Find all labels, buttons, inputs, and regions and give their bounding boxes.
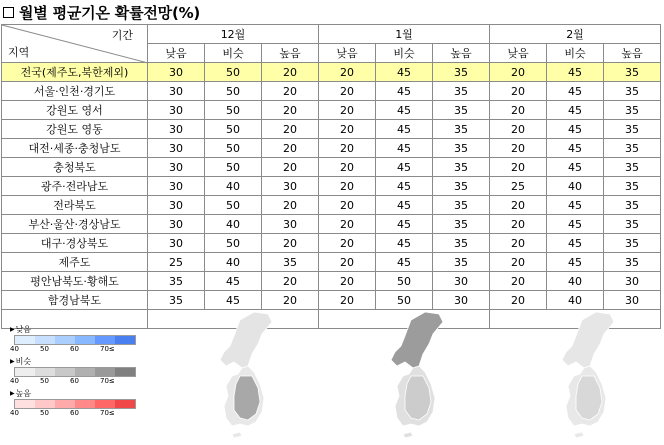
probability-cell: 40 [205,177,262,196]
probability-cell: 45 [376,120,433,139]
region-name: 평안남북도·황해도 [2,272,148,291]
probability-cell: 30 [148,158,205,177]
region-name: 광주·전라남도 [2,177,148,196]
legend-swatch [55,368,75,376]
probability-cell: 45 [547,215,604,234]
region-name: 함경남북도 [2,291,148,310]
probability-cell: 30 [262,215,319,234]
category-header: 비슷 [376,44,433,63]
legend-color-bar [14,335,136,345]
region-name: 강원도 영동 [2,120,148,139]
category-header: 높음 [604,44,661,63]
legend-swatch [75,336,95,344]
probability-cell: 20 [490,291,547,310]
triangle-icon: ▶ [10,390,15,397]
probability-cell: 35 [433,253,490,272]
table-row [2,158,661,177]
probability-cell: 45 [547,158,604,177]
probability-cell: 50 [205,234,262,253]
probability-cell: 45 [547,101,604,120]
table-row [2,63,661,82]
legend-label [10,356,140,367]
legend-tick: 60 [70,409,79,417]
legend-swatch [35,400,55,408]
probability-cell: 35 [433,63,490,82]
probability-cell: 20 [490,234,547,253]
probability-cell: 35 [433,234,490,253]
probability-cell: 20 [319,234,376,253]
probability-cell: 20 [319,101,376,120]
table-row [2,177,661,196]
probability-cell: 20 [262,291,319,310]
probability-cell: 50 [205,139,262,158]
probability-cell: 35 [148,272,205,291]
probability-cell: 40 [547,177,604,196]
probability-cell: 35 [433,158,490,177]
probability-cell: 35 [433,82,490,101]
month-header-jan: 1월 [319,25,490,44]
probability-cell: 35 [433,215,490,234]
probability-cell: 30 [148,196,205,215]
probability-cell: 20 [490,215,547,234]
probability-cell: 35 [433,120,490,139]
probability-cell: 30 [148,177,205,196]
checkbox-square-icon [3,7,14,18]
legend-swatch [15,368,35,376]
probability-cell: 40 [547,272,604,291]
category-header: 낮음 [148,44,205,63]
probability-cell: 20 [262,196,319,215]
legend-swatch [115,336,135,344]
probability-cell: 35 [604,158,661,177]
legend-swatch [115,368,135,376]
probability-cell: 35 [604,139,661,158]
legend-scale [10,324,140,355]
legend-tick: 40 [10,377,19,385]
probability-cell: 20 [319,196,376,215]
probability-cell: 40 [547,291,604,310]
map-cell-feb [490,310,661,329]
category-header: 높음 [433,44,490,63]
month-header-dec: 12월 [148,25,319,44]
korea-map-dec [188,310,318,438]
probability-cell: 45 [376,253,433,272]
legend-scale [10,356,140,387]
legend-label-text: 낮음 [15,325,32,334]
legend-color-bar [14,399,136,409]
map-region-jeju [232,432,242,438]
map-region-north [391,312,443,368]
probability-cell: 50 [205,82,262,101]
legend-swatch [115,400,135,408]
table-row [2,253,661,272]
legend-tick: 60 [70,377,79,385]
probability-cell: 35 [604,63,661,82]
probability-cell: 50 [205,101,262,120]
probability-cell: 20 [319,272,376,291]
probability-cell: 45 [376,63,433,82]
probability-cell: 20 [319,291,376,310]
probability-cell: 35 [148,291,205,310]
probability-cell: 20 [319,82,376,101]
probability-cell: 35 [604,101,661,120]
probability-cell: 25 [490,177,547,196]
probability-cell: 20 [319,253,376,272]
region-name: 전라북도 [2,196,148,215]
probability-cell: 20 [490,196,547,215]
probability-cell: 45 [376,234,433,253]
region-name: 전국(제주도,북한제외) [2,63,148,82]
probability-cell: 35 [604,82,661,101]
probability-cell: 20 [262,272,319,291]
region-name: 제주도 [2,253,148,272]
probability-cell: 35 [262,253,319,272]
map-cell-dec [148,310,319,329]
probability-cell: 30 [148,234,205,253]
probability-cell: 50 [205,158,262,177]
probability-cell: 45 [376,82,433,101]
legend-swatch [55,400,75,408]
probability-cell: 45 [376,101,433,120]
map-region-jeju [574,432,584,438]
probability-cell: 30 [148,82,205,101]
probability-cell: 20 [490,82,547,101]
category-header: 낮음 [319,44,376,63]
legend-swatch [35,336,55,344]
probability-cell: 30 [148,120,205,139]
probability-cell: 20 [490,253,547,272]
probability-cell: 45 [547,234,604,253]
probability-cell: 35 [604,120,661,139]
table-row [2,272,661,291]
probability-cell: 20 [262,139,319,158]
probability-cell: 50 [376,291,433,310]
table-row [2,101,661,120]
region-name: 대전·세종·충청남도 [2,139,148,158]
probability-cell: 20 [490,158,547,177]
region-label: 지역 [8,46,30,59]
triangle-icon: ▶ [10,326,15,333]
probability-cell: 20 [262,234,319,253]
probability-cell: 35 [604,253,661,272]
legend-swatch [95,368,115,376]
probability-cell: 20 [319,158,376,177]
probability-cell: 35 [433,101,490,120]
probability-cell: 30 [433,272,490,291]
legend-swatch [75,400,95,408]
probability-cell: 45 [376,177,433,196]
region-name: 대구·경상북도 [2,234,148,253]
probability-cell: 35 [604,177,661,196]
region-name: 부산·울산·경상남도 [2,215,148,234]
probability-cell: 45 [376,139,433,158]
legend-swatch [35,368,55,376]
table-row [2,120,661,139]
legend-tick: 70≤ [100,377,115,385]
probability-cell: 50 [205,63,262,82]
legend-swatch [55,336,75,344]
category-header: 낮음 [490,44,547,63]
probability-cell: 20 [319,177,376,196]
period-label: 기간 [111,29,133,42]
map-region-north [562,312,614,368]
legend-tick: 40 [10,409,19,417]
legend-tick: 50 [40,377,49,385]
map-region-north [220,312,272,368]
legend-tick: 50 [40,409,49,417]
legend-swatch [15,400,35,408]
probability-cell: 20 [262,63,319,82]
probability-cell: 20 [490,139,547,158]
legend-scale [10,388,140,419]
month-header-feb: 2월 [490,25,661,44]
probability-cell: 40 [205,253,262,272]
legend-label-text: 비슷 [15,357,32,366]
table-row [2,215,661,234]
korea-map-feb [530,310,660,438]
probability-cell: 50 [376,272,433,291]
legend-color-bar [14,367,136,377]
header-diagonal-cell [2,25,148,63]
legend-tick: 70≤ [100,409,115,417]
legend-tick: 50 [40,345,49,353]
probability-cell: 35 [433,177,490,196]
probability-cell: 20 [262,158,319,177]
table-row [2,82,661,101]
probability-cell: 45 [376,215,433,234]
probability-cell: 30 [262,177,319,196]
probability-cell: 50 [205,120,262,139]
region-name: 충청북도 [2,158,148,177]
probability-cell: 45 [376,196,433,215]
probability-cell: 35 [433,139,490,158]
probability-cell: 20 [490,272,547,291]
probability-cell: 35 [604,196,661,215]
probability-cell: 30 [604,272,661,291]
probability-cell: 45 [547,139,604,158]
korea-map-jan [359,310,489,438]
probability-cell: 30 [433,291,490,310]
legend-label [10,324,140,335]
probability-cell: 45 [547,63,604,82]
probability-cell: 30 [148,101,205,120]
category-header: 비슷 [205,44,262,63]
title-text: 월별 평균기온 확률전망(%) [19,3,201,22]
probability-cell: 25 [148,253,205,272]
probability-cell: 50 [205,196,262,215]
triangle-icon: ▶ [10,358,15,365]
probability-cell: 35 [433,196,490,215]
table-row [2,139,661,158]
probability-cell: 20 [262,120,319,139]
probability-cell: 35 [604,215,661,234]
probability-cell: 20 [262,82,319,101]
probability-cell: 20 [319,63,376,82]
probability-cell: 30 [148,139,205,158]
legend-label-text: 높음 [15,389,32,398]
legend-tick: 60 [70,345,79,353]
probability-cell: 30 [148,215,205,234]
legend-swatch [75,368,95,376]
probability-cell: 45 [547,82,604,101]
legend-label [10,388,140,399]
probability-cell: 45 [547,120,604,139]
probability-cell: 45 [205,291,262,310]
legend-tick: 40 [10,345,19,353]
forecast-table [1,24,661,417]
probability-cell: 20 [490,120,547,139]
probability-cell: 20 [319,120,376,139]
legend-swatch [95,400,115,408]
table-row [2,291,661,310]
region-name: 서울·인천·경기도 [2,82,148,101]
map-region-jeju [403,432,413,438]
category-header: 높음 [262,44,319,63]
table-row [2,234,661,253]
legend-swatch [95,336,115,344]
probability-cell: 45 [547,196,604,215]
probability-cell: 40 [205,215,262,234]
legend-tick: 70≤ [100,345,115,353]
probability-cell: 20 [490,101,547,120]
probability-cell: 45 [205,272,262,291]
probability-cell: 45 [376,158,433,177]
probability-cell: 20 [319,139,376,158]
map-cell-jan [319,310,490,329]
probability-cell: 30 [604,291,661,310]
table-row [2,196,661,215]
probability-cell: 35 [604,234,661,253]
legend-swatch [15,336,35,344]
legend-cell [2,310,148,417]
page-title [3,2,200,22]
probability-cell: 45 [547,253,604,272]
category-header: 비슷 [547,44,604,63]
probability-cell: 30 [148,63,205,82]
probability-cell: 20 [262,101,319,120]
region-name: 강원도 영서 [2,101,148,120]
probability-cell: 20 [319,215,376,234]
probability-cell: 20 [490,63,547,82]
